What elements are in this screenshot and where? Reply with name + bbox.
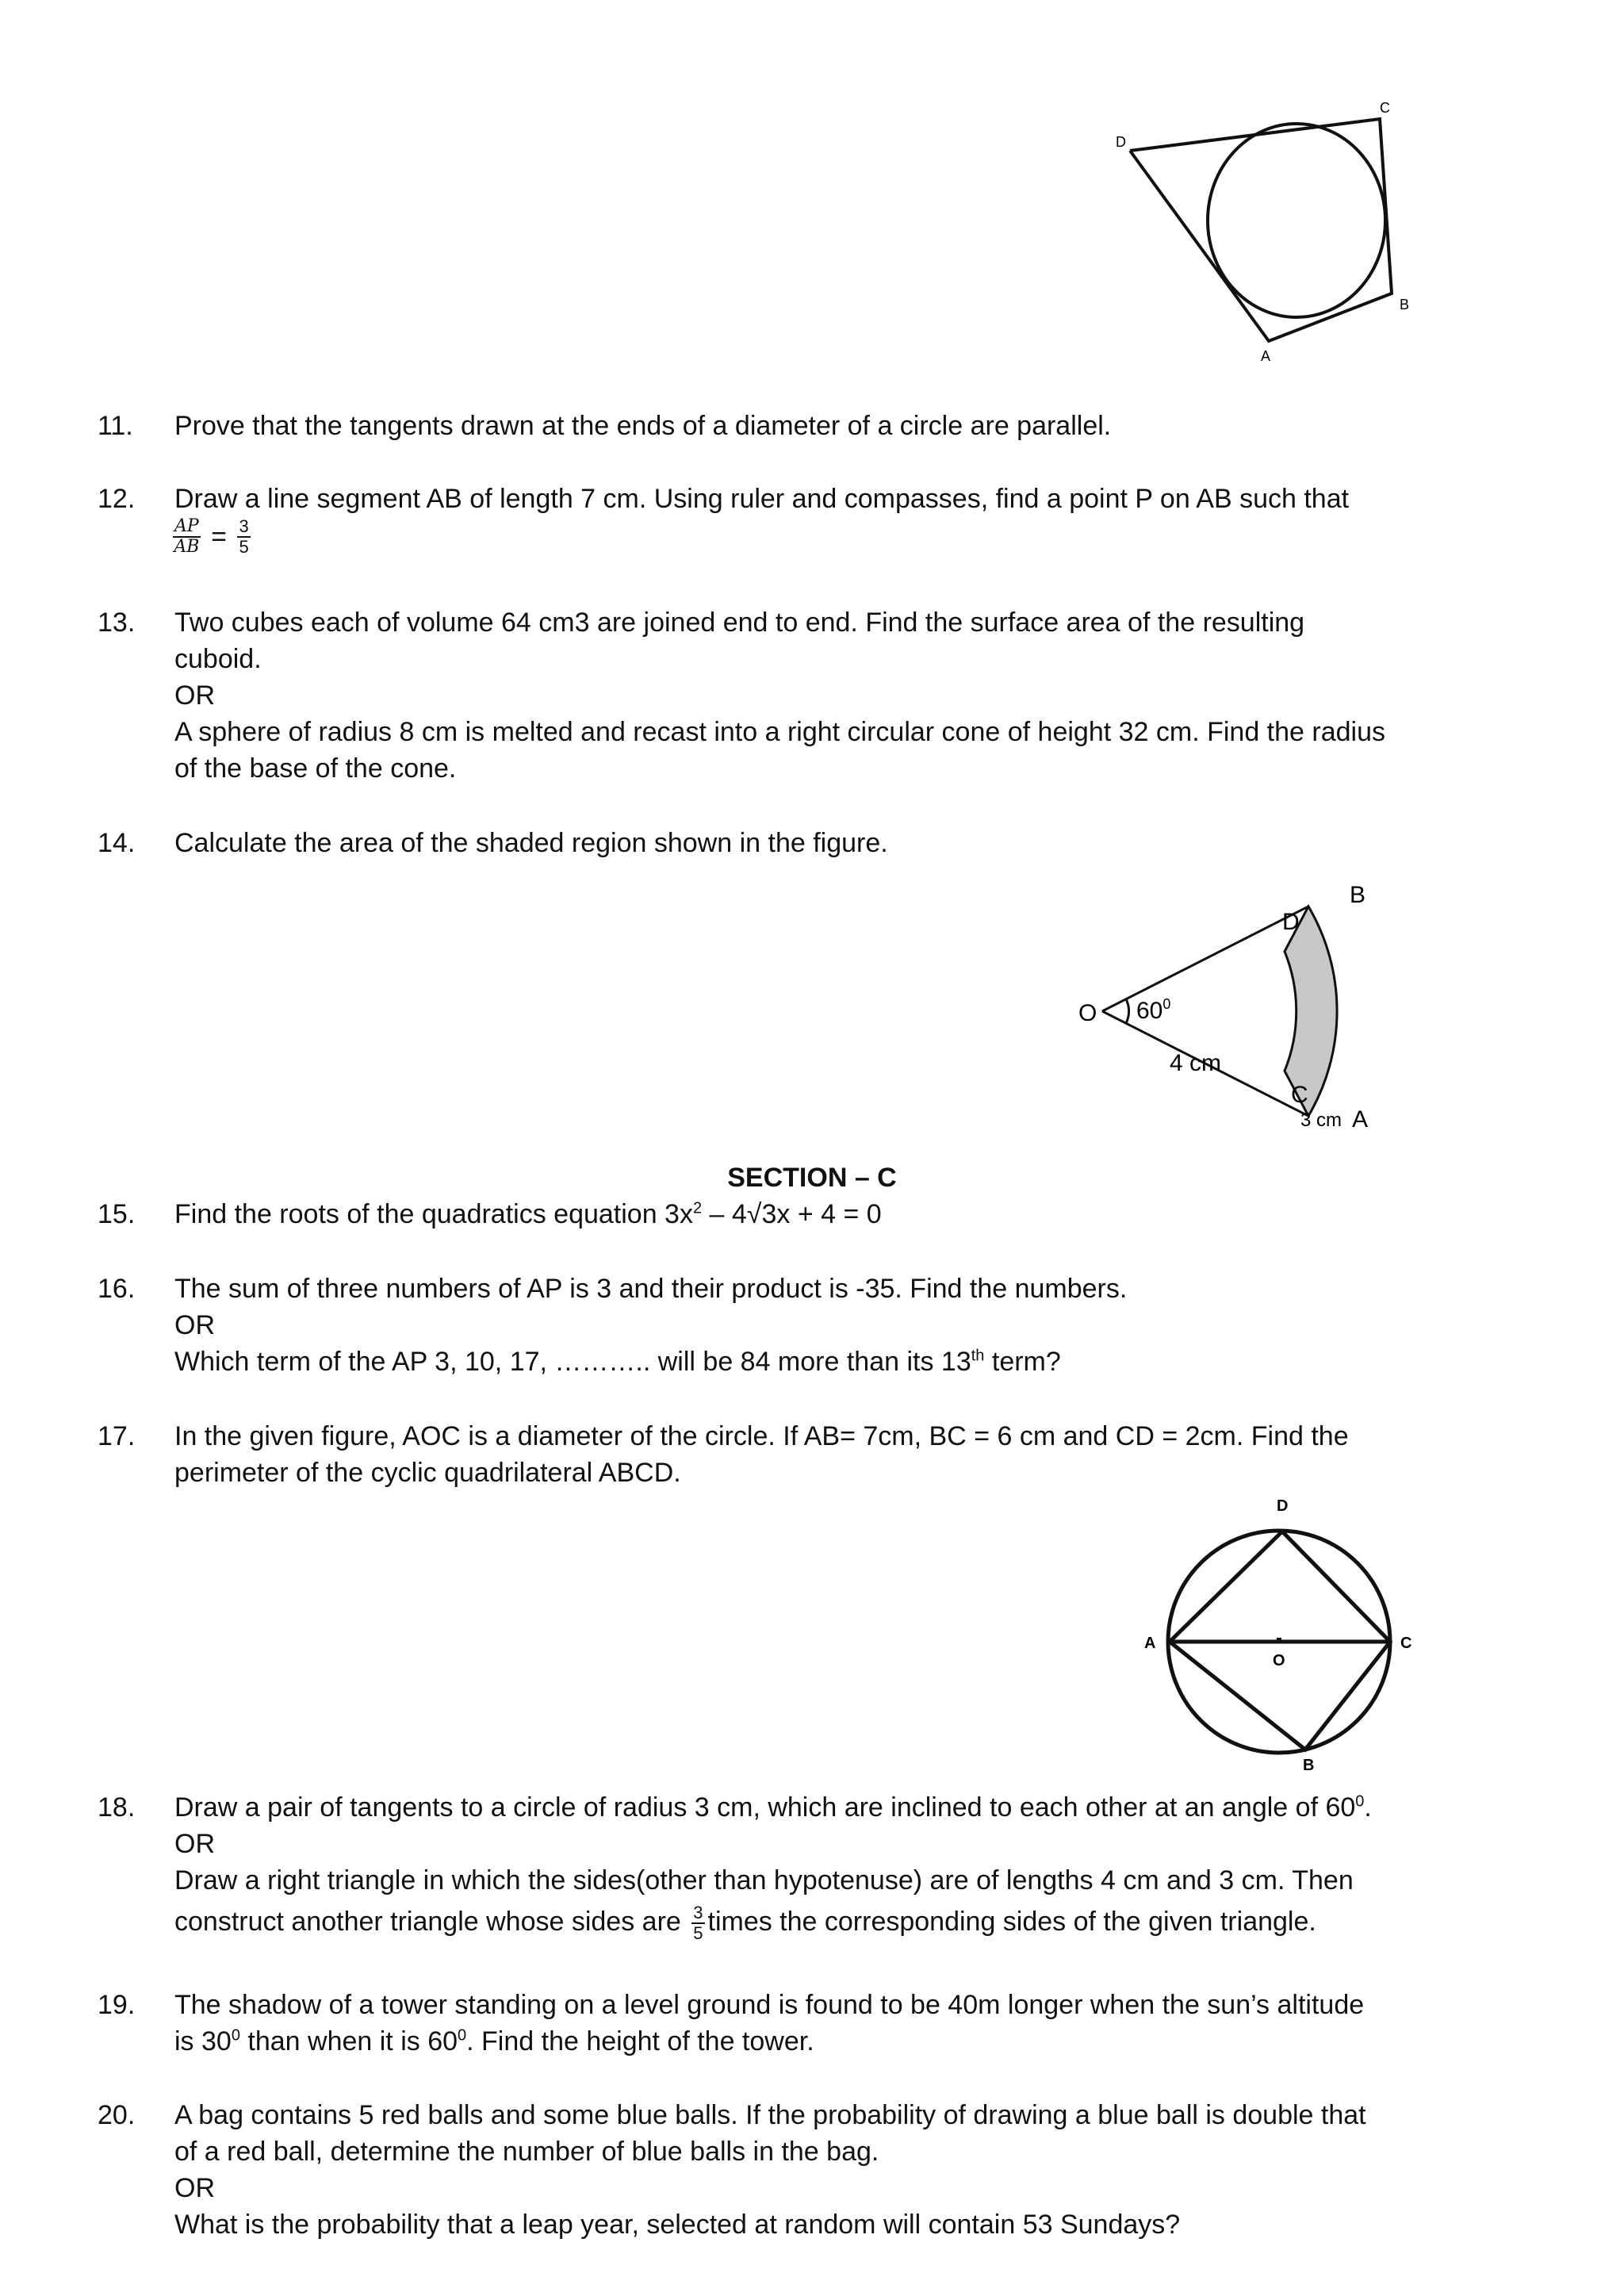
equals-sign: = <box>211 522 228 553</box>
cyclic-label-b: B <box>1303 1757 1315 1774</box>
or-separator: OR <box>174 2173 215 2203</box>
question-text-line: A sphere of radius 8 cm is melted and recast into a right circular cone of height 32 cm. Find the radius <box>174 717 1385 747</box>
question-number: 11. <box>98 411 133 441</box>
question-text-line: A bag contains 5 red balls and some blue balls. If the probability of drawing a blue ball is double that <box>174 2100 1366 2130</box>
sector-label-o: O <box>1078 1000 1097 1026</box>
question-text: Calculate the area of the shaded region shown in the figure. <box>174 828 888 858</box>
cyclic-label-d: D <box>1277 1497 1289 1515</box>
question-text-line: Which term of the AP 3, 10, 17, ……….. will be 84 more than its 13th term? <box>174 1347 1061 1377</box>
question-number: 18. <box>98 1792 136 1823</box>
question-text-line: Draw a right triangle in which the sides(other than hypotenuse) are of lengths 4 cm and 3 cm. Then <box>174 1865 1354 1895</box>
fraction-ap-ab: $\frac{AP}{AB}$ <box>174 516 200 558</box>
cyclic-label-o: O <box>1273 1652 1285 1669</box>
quad-label-d: D <box>1116 134 1126 150</box>
question-text-line: In the given figure, AOC is a diameter of the circle. If AB= 7cm, BC = 6 cm and CD = 2cm. Find the <box>174 1421 1349 1451</box>
shaded-sector-figure <box>1067 861 1415 1146</box>
question-number: 19. <box>98 1990 136 2020</box>
question-text: Prove that the tangents drawn at the ends of a diameter of a circle are parallel. <box>174 411 1112 441</box>
quad-label-a: A <box>1261 348 1271 364</box>
question-number: 17. <box>98 1421 136 1451</box>
question-number: 14. <box>98 828 136 858</box>
question-text: Find the roots of the quadratics equation $3x^2 - 4√3x + 4 = 0$ <box>174 1199 882 1229</box>
section-heading: SECTION – C <box>727 1163 897 1193</box>
question-number: 16. <box>98 1274 136 1304</box>
question-number: 13. <box>98 608 136 638</box>
question-text-line: of the base of the cone. <box>174 753 457 784</box>
question-text-line: cuboid. <box>174 644 262 674</box>
sector-label-width: 3 cm <box>1300 1110 1342 1131</box>
question-text-line: is $30^0$ than when it is $60^0$. Find the height of the tower. <box>174 2026 814 2056</box>
question-number: 12. <box>98 484 136 514</box>
question-text-line: construct another triangle whose sides are $\frac{3}{5}$ times the corresponding sides of the given triangle. <box>174 1903 1316 1944</box>
sector-label-c: C <box>1291 1082 1308 1108</box>
quad-label-c: C <box>1380 100 1390 116</box>
sector-label-a: A <box>1352 1106 1369 1133</box>
cyclic-label-c: C <box>1400 1635 1412 1652</box>
or-separator: OR <box>174 1829 215 1859</box>
question-text-line: The shadow of a tower standing on a level ground is found to be 40m longer when the sun’s altitude <box>174 1990 1365 2020</box>
cyclic-quadrilateral-figure <box>1134 1491 1427 1777</box>
ratio-expression <box>170 517 1443 557</box>
fraction-3-5: $\frac{3}{5}$ <box>239 516 249 558</box>
fraction-3-5: $\frac{3}{5}$ <box>693 1903 703 1944</box>
quad-label-b: B <box>1400 297 1410 312</box>
cyclic-label-a: A <box>1144 1635 1156 1652</box>
quadrilateral-incircle-figure <box>1106 95 1415 369</box>
question-text-line: What is the probability that a leap year, selected at random will contain 53 Sundays? <box>174 2210 1181 2240</box>
question-text-line: Draw a pair of tangents to a circle of radius 3 cm, which are inclined to each other at an angle of $60^0$. <box>174 1792 1372 1823</box>
question-text-line: perimeter of the cyclic quadrilateral ABCD. <box>174 1458 681 1488</box>
or-separator: OR <box>174 680 215 711</box>
sector-label-angle: $60^0$ <box>1136 996 1171 1024</box>
question-text-line: Two cubes each of volume 64 cm3 are joined end to end. Find the surface area of the resulting <box>174 608 1305 638</box>
question-number: 20. <box>98 2100 136 2130</box>
question-text-line: of a red ball, determine the number of blue balls in the bag. <box>174 2137 879 2167</box>
question-number: 15. <box>98 1199 136 1229</box>
sector-label-radius: 4 cm <box>1170 1050 1222 1076</box>
sector-label-b: B <box>1350 882 1366 908</box>
question-text-line: The sum of three numbers of AP is 3 and their product is -35. Find the numbers. <box>174 1274 1128 1304</box>
question-text: Draw a line segment AB of length 7 cm. Using ruler and compasses, find a point P on AB such that <box>174 484 1350 514</box>
sector-label-d: D <box>1282 909 1300 935</box>
or-separator: OR <box>174 1310 215 1340</box>
